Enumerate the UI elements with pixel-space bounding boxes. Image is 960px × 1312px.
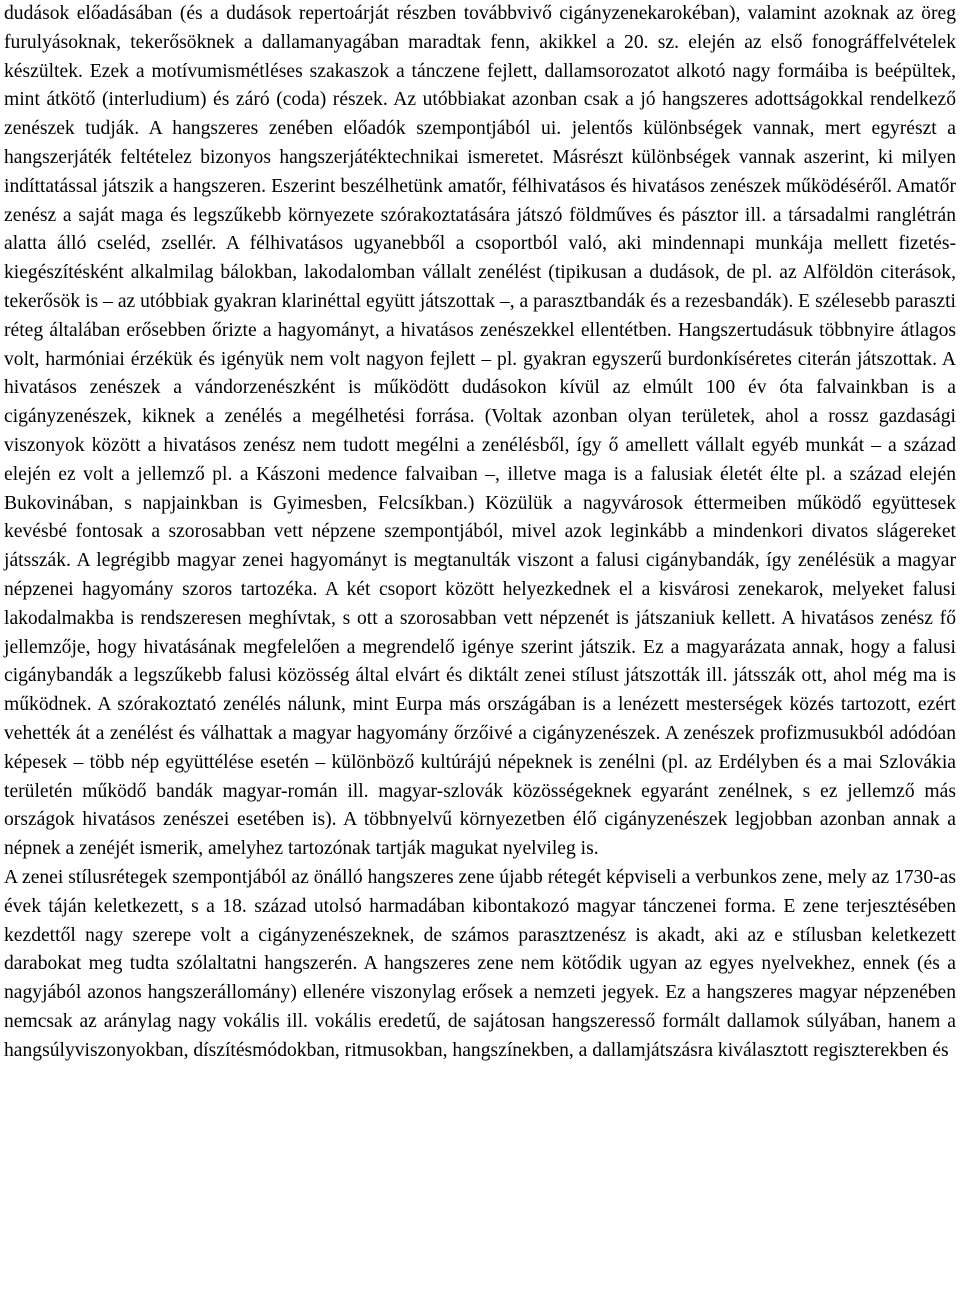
paragraph-2: A zenei stílusrétegek szempontjából az önálló hangszeres zene újabb rétegét képviseli a verbunkos zene, mely az 1730-as évek táján keletkezett, s a 18. század utolsó harmadában kibontakozó magyar tánczenei forma. E zene terjesztésében kezdettől nagy szerepe volt a cigányzenészeknek, de számos parasztzenész is akadt, aki az e stílusban keletkezett darabokat meg tudta szólaltatni hangszerén. A hangszeres zene nem kötődik ugyan az egyes nyelvekhez, ennek (és a nagyjából azonos hangszerállomány) ellenére viszonylag erősek a nemzeti jegyek. Ez a hangszeres magyar népzenében nemcsak az aránylag nagy vokális ill. vokális eredetű, de sajátosan hangszeresső formált dallamok súlyában, hanem a hangsúlyviszonyokban, díszítésmódokban, ritmusokban, hangszínekben, a dallamjátszásra kiválasztott regiszterekben és — [4, 866, 956, 1061]
document-page — [4, 0, 956, 1065]
paragraph-1: dudások előadásában (és a dudások repertoárját részben továbbvivő cigányzenekarokéban), valamint azoknak az öreg furulyásoknak, tekerősöknek a dallamanyagában maradtak fenn, akikkel a 20. sz. elején az első fonográffelvételek készültek. Ezek a motívumismétléses szakaszok a tánczene fejlett, dallamsorozatot alkotó nagy formáiba is beépültek, mint átkötő (interludium) és záró (coda) részek. Az utóbbiakat azonban csak a jó hangszeres adottságokkal rendelkező zenészek tudják. A hangszeres zenében előadók szempontjából ui. jelentős különbségek vannak, mert egyrészt a hangszerjáték feltételez bizonyos hangszerjátéktechnikai ismeretet. Másrészt különbségek vannak aszerint, ki milyen indíttatással játszik a hangszeren. Eszerint beszélhetünk amatőr, félhivatásos és hivatásos zenészek működéséről. Amatőr zenész a saját maga és legszűkebb környezete szórakoztatására játszó földműves és pásztor ill. a társadalmi ranglétrán alatta álló cseléd, zsellér. A félhivatásos ugyanebből a csoportból való, aki mindennapi munkája mellett fizetés-kiegészítésként alkalmilag bálokban, lakodalomban vállalt zenélést (tipikusan a dudások, de pl. az Alföldön citerások, tekerősök is – az utóbbiak gyakran klarinéttal együtt játszottak –, a parasztbandák és a rezesbandák). E szélesebb paraszti réteg általában erősebben őrizte a hagyományt, a hivatásos zenészekkel ellentétben. Hangszertudásuk többnyire átlagos volt, harmóniai érzékük és igényük nem volt nagyon fejlett – pl. gyakran egyszerű burdonkíséretes citerán játszottak. A hivatásos zenészek a vándorzenészként is működött dudásokon kívül az elmúlt 100 év óta falvainkban is a cigányzenészek, kiknek a zenélés a megélhetési forrása. (Voltak azonban olyan területek, ahol a rossz gazdasági viszonyok között a hivatásos zenész nem tudott megélni a zenélésből, így ő amellett vállalt egyéb munkát – a század elején ez volt a jellemző pl. a Kászoni medence falvaiban –, illetve maga is a falusiak életét élte pl. a század elején Bukovinában, s napjainkban is Gyimesben, Felcsíkban.) Közülük a nagyvárosok éttermeiben működő együttesek kevésbé fontosak a szorosabban vett népzene szempontjából, mivel azok leginkább a mindenkori divatos slágereket játsszák. A legrégibb magyar zenei hagyományt is megtanulták viszont a falusi cigánybandák, így zenélésük a magyar népzenei hagyomány szoros tartozéka. A két csoport között helyezkednek el a kisvárosi zenekarok, melyeket falusi lakodalmakba is rendszeresen meghívtak, s ott a szorosabban vett népzenét is játszaniuk kellett. A hivatásos zenész fő jellemzője, hogy hivatásának megfelelően a megrendelő igénye szerint játszik. Ez a magyarázata annak, hogy a falusi cigánybandák a legszűkebb falusi közösség által elvárt és diktált zenei stílust játszották ill. játsszák ott, ahol még ma is működnek. A szórakoztató zenélés nálunk, mint Eurpa más országában is a lenézett mesterségek közés tartozott, ezért vehették át a zenélést és válhattak a magyar hagyomány őrzőivé a cigányzenészek. A zenészek profizmusukból adódóan képesek – több nép együttélése esetén – különböző kultúrájú népeknek is zenélni (pl. az Erdélyben és a mai Szlovákia területén működő bandák magyar-román ill. magyar-szlovák közösségeknek egyaránt zenélnek, s ez jellemző más országok hivatásos zenészei esetében is). A többnyelvű környezetben élő cigányzenészek legjobban azonban annak a népnek a zenéjét ismerik, amelyhez tartozónak tartják magukat nyelvileg is. — [4, 3, 956, 860]
